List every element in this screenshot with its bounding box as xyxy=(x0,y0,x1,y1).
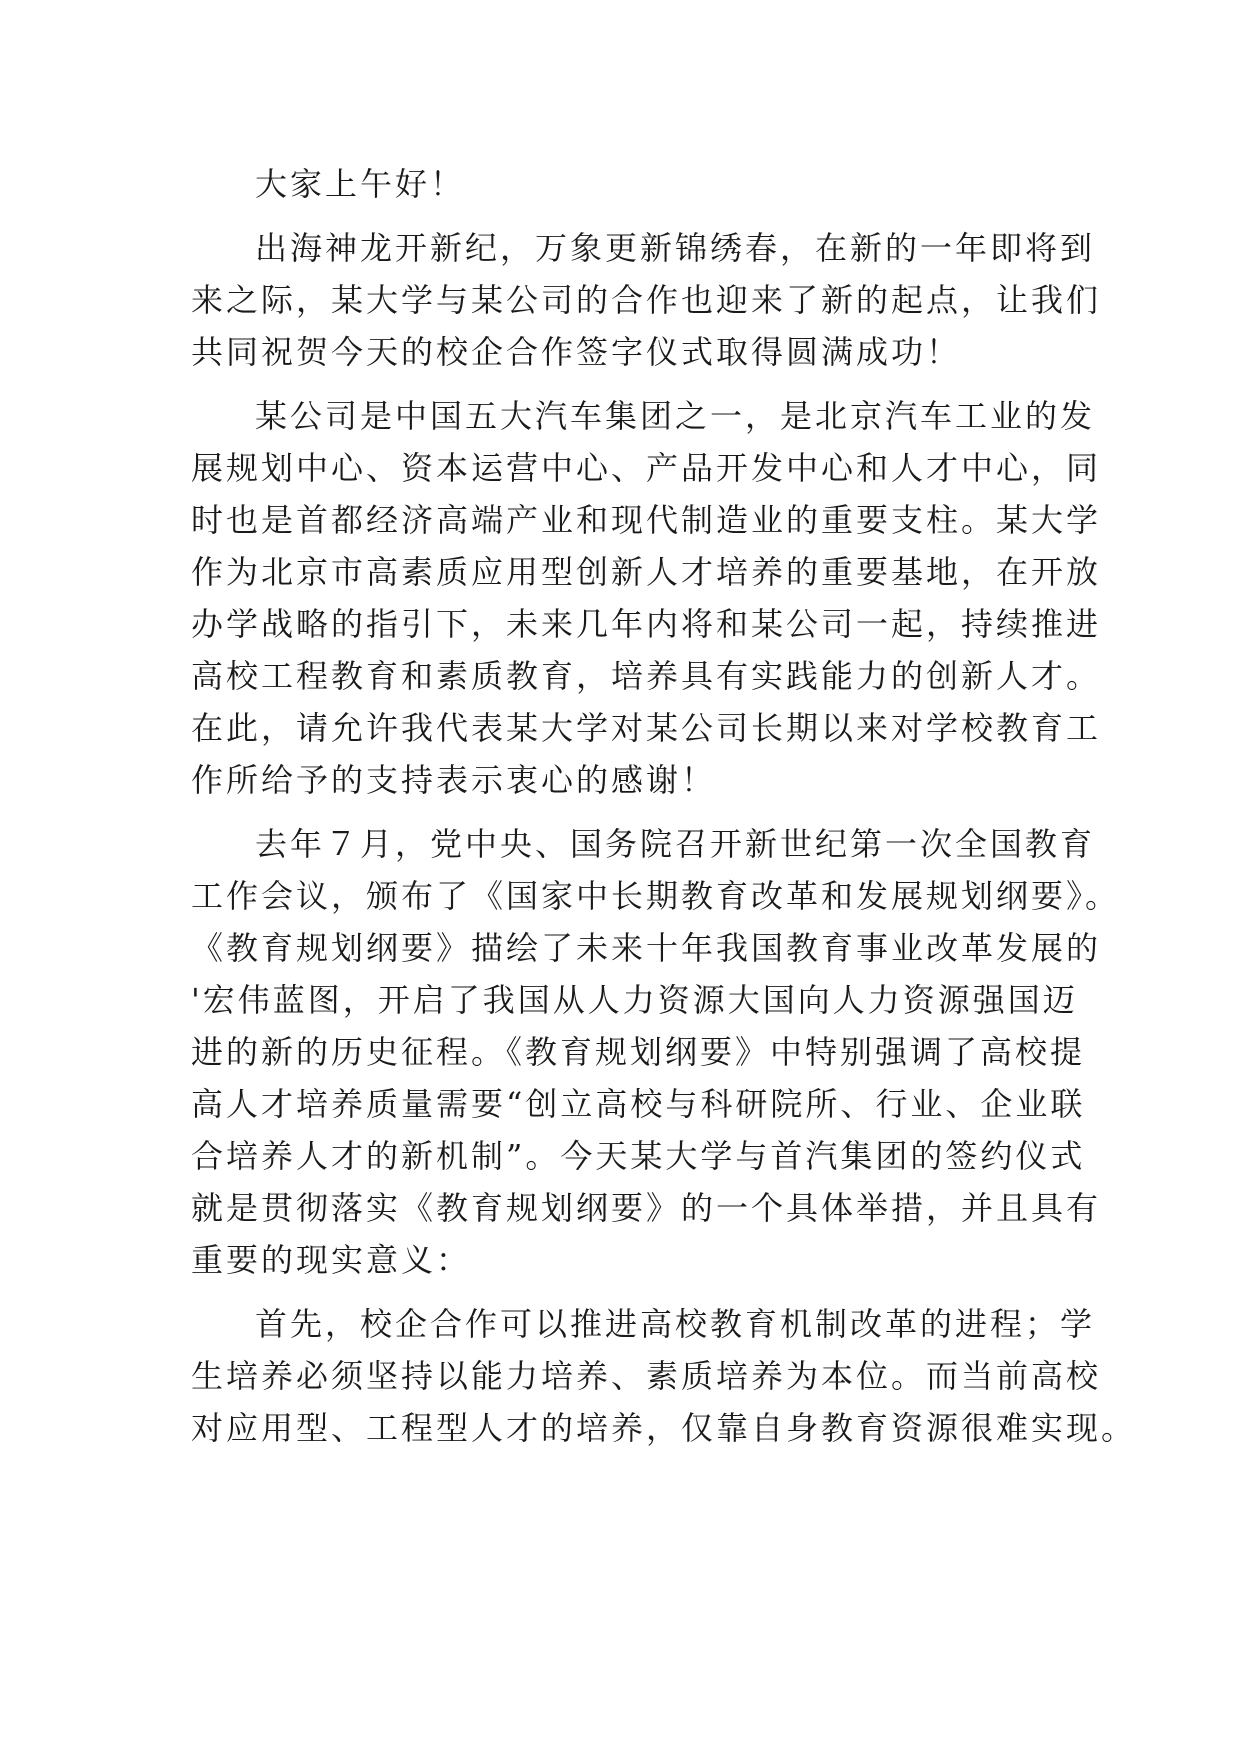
paragraph-1 xyxy=(191,222,1102,378)
paragraph-line: 生培养必须坚持以能力培养、素质培养为本位。而当前高校 xyxy=(191,1357,1102,1395)
paragraph-line: 就是贯彻落实《教育规划纲要》的一个具体举措，并且具有 xyxy=(191,1189,1102,1227)
paragraph-line: 来之际，某大学与某公司的合作也迎来了新的起点，让我们 xyxy=(191,281,1102,319)
paragraph-line: 《教育规划纲要》描绘了未来十年我国教育事业改革发展的 xyxy=(191,929,1102,967)
paragraph-line: 工作会议，颁布了《国家中长期教育改革和发展规划纲要》。 xyxy=(191,877,1121,915)
paragraph-line: 对应用型、工程型人才的培养，仅靠自身教育资源很难实现。 xyxy=(191,1409,1137,1447)
paragraph-line: 作所给予的支持表示衷心的感谢！ xyxy=(191,761,717,799)
paragraph-line: 共同祝贺今天的校企合作签字仪式取得圆满成功！ xyxy=(191,333,962,371)
paragraph-line: 合培养人才的新机制”。今天某大学与首汽集团的签约仪式 xyxy=(191,1137,1086,1175)
paragraph-line: '宏伟蓝图，开启了我国从人力资源大国向人力资源强国迈 xyxy=(191,981,1078,1019)
paragraph-4 xyxy=(191,1298,1137,1454)
paragraph-line: 重要的现实意义： xyxy=(191,1241,472,1279)
paragraph-line: 出海神龙开新纪，万象更新锦绣春，在新的一年即将到 xyxy=(255,229,1096,267)
paragraph-line: 高人才培养质量需要“创立高校与科研院所、行业、企业联 xyxy=(191,1085,1086,1123)
document-body xyxy=(191,158,1137,1454)
paragraph-line: 展规划中心、资本运营中心、产品开发中心和人才中心，同 xyxy=(191,449,1102,487)
paragraph-line: 作为北京市高素质应用型创新人才培养的重要基地，在开放 xyxy=(191,553,1102,591)
paragraph-line: 在此，请允许我代表某大学对某公司长期以来对学校教育工 xyxy=(191,709,1102,747)
paragraph-line: 进的新的历史征程。《教育规划纲要》中特别强调了高校提 xyxy=(191,1033,1086,1071)
paragraph-line: 高校工程教育和素质教育，培养具有实践能力的创新人才。 xyxy=(191,657,1102,695)
greeting-line: 大家上午好！ xyxy=(255,165,466,203)
paragraph-line: 办学战略的指引下，未来几年内将和某公司一起，持续推进 xyxy=(191,605,1102,643)
paragraph-2 xyxy=(191,390,1102,806)
paragraph-line: 时也是首都经济高端产业和现代制造业的重要支柱。某大学 xyxy=(191,501,1102,539)
paragraph-line: 某公司是中国五大汽车集团之一，是北京汽车工业的发 xyxy=(255,397,1096,435)
paragraph-line: 去年７月，党中央、国务院召开新世纪第一次全国教育 xyxy=(255,825,1096,863)
paragraph-3 xyxy=(191,818,1121,1286)
paragraph-line: 首先，校企合作可以推进高校教育机制改革的进程；学 xyxy=(255,1305,1096,1343)
